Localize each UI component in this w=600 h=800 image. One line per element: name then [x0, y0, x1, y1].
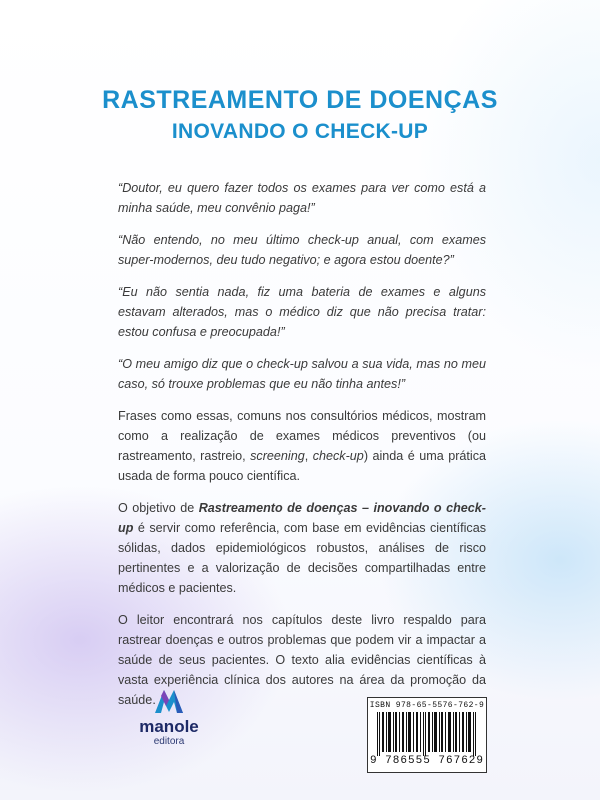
paragraph-intro [118, 406, 486, 486]
paragraph-objective-text-2: é servir como referência, com base em evidências científicas sólidas, dados epidemiológicos robustos, análises de risco pertinentes e a valorização de decisões compartilhadas entre médicos e pacientes. [118, 521, 486, 595]
quote-1: “Doutor, eu quero fazer todos os exames para ver como está a minha saúde, meu convênio paga!” [118, 181, 486, 215]
barcode-bars [375, 712, 479, 756]
paragraph-reader: O leitor encontrará nos capítulos deste livro respaldo para rastrear doenças e outros problemas que podem vir a impactar a saúde de seus pacientes. O texto alia evidências científicas à vasta experiência clínica dos autores na área da promoção da saúde. [118, 613, 486, 707]
paragraph-objective [118, 498, 486, 598]
blurb [118, 178, 486, 722]
term-check-up: check-up [312, 449, 364, 463]
barcode [367, 697, 487, 773]
barcode-number: 9 786555 767629 [369, 755, 485, 767]
book-title: RASTREAMENTO DE DOENÇAS [102, 86, 498, 114]
quote-3: “Eu não sentia nada, fiz uma bateria de exames e alguns estavam alterados, mas o médico diz que não precisa tratar: estou confusa e preocupada!” [118, 285, 486, 339]
paragraph-intro-text-2: ) ainda é uma prática usada de forma pouco científica. [118, 449, 486, 483]
book-subtitle: INOVANDO O CHECK-UP [171, 120, 429, 143]
term-screening: screening [250, 449, 305, 463]
book-title-inline: Rastreamento de doenças – inovando o check-up [118, 501, 487, 535]
paragraph-intro-text-1: Frases como essas, comuns nos consultórios médicos, mostram como a realização de exames médicos preventivos (ou rastreamento, rastreio, [118, 409, 486, 463]
publisher-name: manole [139, 717, 199, 736]
publisher-logo [128, 686, 210, 748]
manole-logo-icon [152, 686, 186, 716]
paragraph-intro-sep: , [304, 449, 313, 463]
publisher-sub: editora [153, 736, 185, 747]
paragraph-objective-text-1: O objetivo de [118, 501, 199, 515]
isbn-label: ISBN 978-65-5576-762-9 [369, 701, 485, 710]
quote-4: “O meu amigo diz que o check-up salvou a sua vida, mas no meu caso, só trouxe problemas que eu não tinha antes!” [118, 357, 486, 391]
quote-2: “Não entendo, no meu último check-up anual, com exames super-modernos, deu tudo negativo; e agora estou doente?” [118, 233, 486, 267]
